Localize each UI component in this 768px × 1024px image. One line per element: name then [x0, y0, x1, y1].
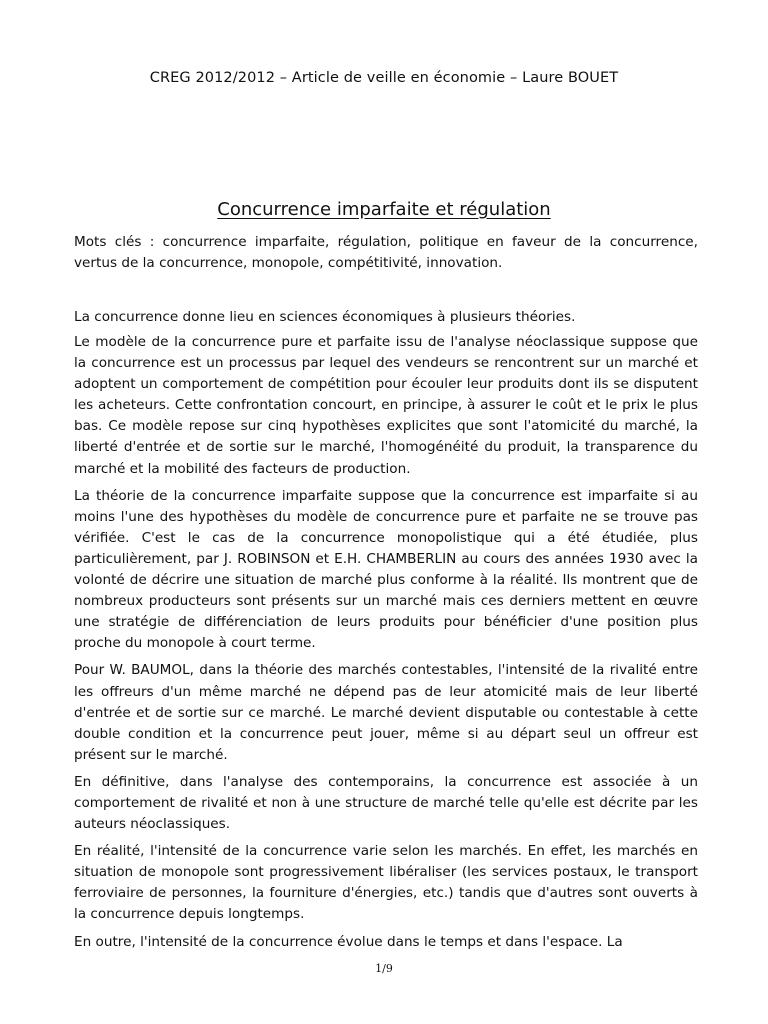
paragraph-pure-competition: Le modèle de la concurrence pure et parfaite issu de l'analyse néoclassique suppose que la concurrence est un processus par lequel des vendeurs se rencontrent sur un marché et adoptent un comportement de compétition pour écouler leur produits dont ils se disputent les acheteurs. Cette confrontation concourt, en principe, à assurer le coût et le prix le plus bas. Ce modèle repose sur cinq hypothèses explicites que sont l'atomicité du marché, la liberté d'entrée et de sortie sur le marché, l'homogénéité du produit, la transparence du marché et la mobilité des facteurs de production.	[74, 334, 698, 477]
running-header: CREG 2012/2012 – Article de veille en économie – Laure BOUET	[149, 70, 619, 86]
document-title: Concurrence imparfaite et régulation	[217, 199, 551, 220]
paragraph-conclusion: En définitive, dans l'analyse des contemporains, la concurrence est associée à un comportement de rivalité et non à une structure de marché telle qu'elle est décrite par les auteurs néoclassiques.	[74, 773, 698, 833]
intro-sentence: La concurrence donne lieu en sciences économiques à plusieurs théories.	[74, 309, 576, 325]
keywords-line: Mots clés : concurrence imparfaite, régulation, politique en faveur de la concurrence, vertus de la concurrence, monopole, compétitivité, innovation.	[74, 234, 698, 271]
paragraph-imperfect-competition: La théorie de la concurrence imparfaite suppose que la concurrence est imparfaite si au moins l'une des hypothèses du modèle de concurrence pure et parfaite ne se trouve pas vérifiée. C'est le cas de la concurrence monopolistique qui a été étudiée, plus particulièrement, par J. ROBINSON et E.H. CHAMBERLIN au cours des années 1930 avec la volonté de décrire une situation de marché plus conforme à la réalité. Ils montrent que de nombreux producteurs sont présents sur un marché mais ces derniers mettent en œuvre une stratégie de différenciation de leurs produits pour bénéficier d'une position plus proche du monopole à court terme.	[74, 487, 698, 652]
paragraph-evolution: En outre, l'intensité de la concurrence évolue dans le temps et dans l'espace. La	[74, 933, 623, 950]
page-number: 1/9	[375, 962, 393, 975]
body-text	[74, 332, 698, 959]
paragraph-contestable-markets: Pour W. BAUMOL, dans la théorie des marchés contestables, l'intensité de la rivalité entre les offreurs d'un même marché ne dépend pas de leur atomicité mais de leur liberté d'entrée et de sortie sur ce marché. Le marché devient disputable ou contestable à cette double condition et la concurrence peut jouer, même si au départ seul un offreur est présent sur le marché.	[74, 662, 698, 763]
paragraph-market-intensity: En réalité, l'intensité de la concurrence varie selon les marchés. En effet, les marchés en situation de monopole sont progressivement libéraliser (les services postaux, le transport ferroviaire de personnes, la fourniture d'énergies, etc.) tandis que d'autres sont ouverts à la concurrence depuis longtemps.	[74, 843, 698, 923]
